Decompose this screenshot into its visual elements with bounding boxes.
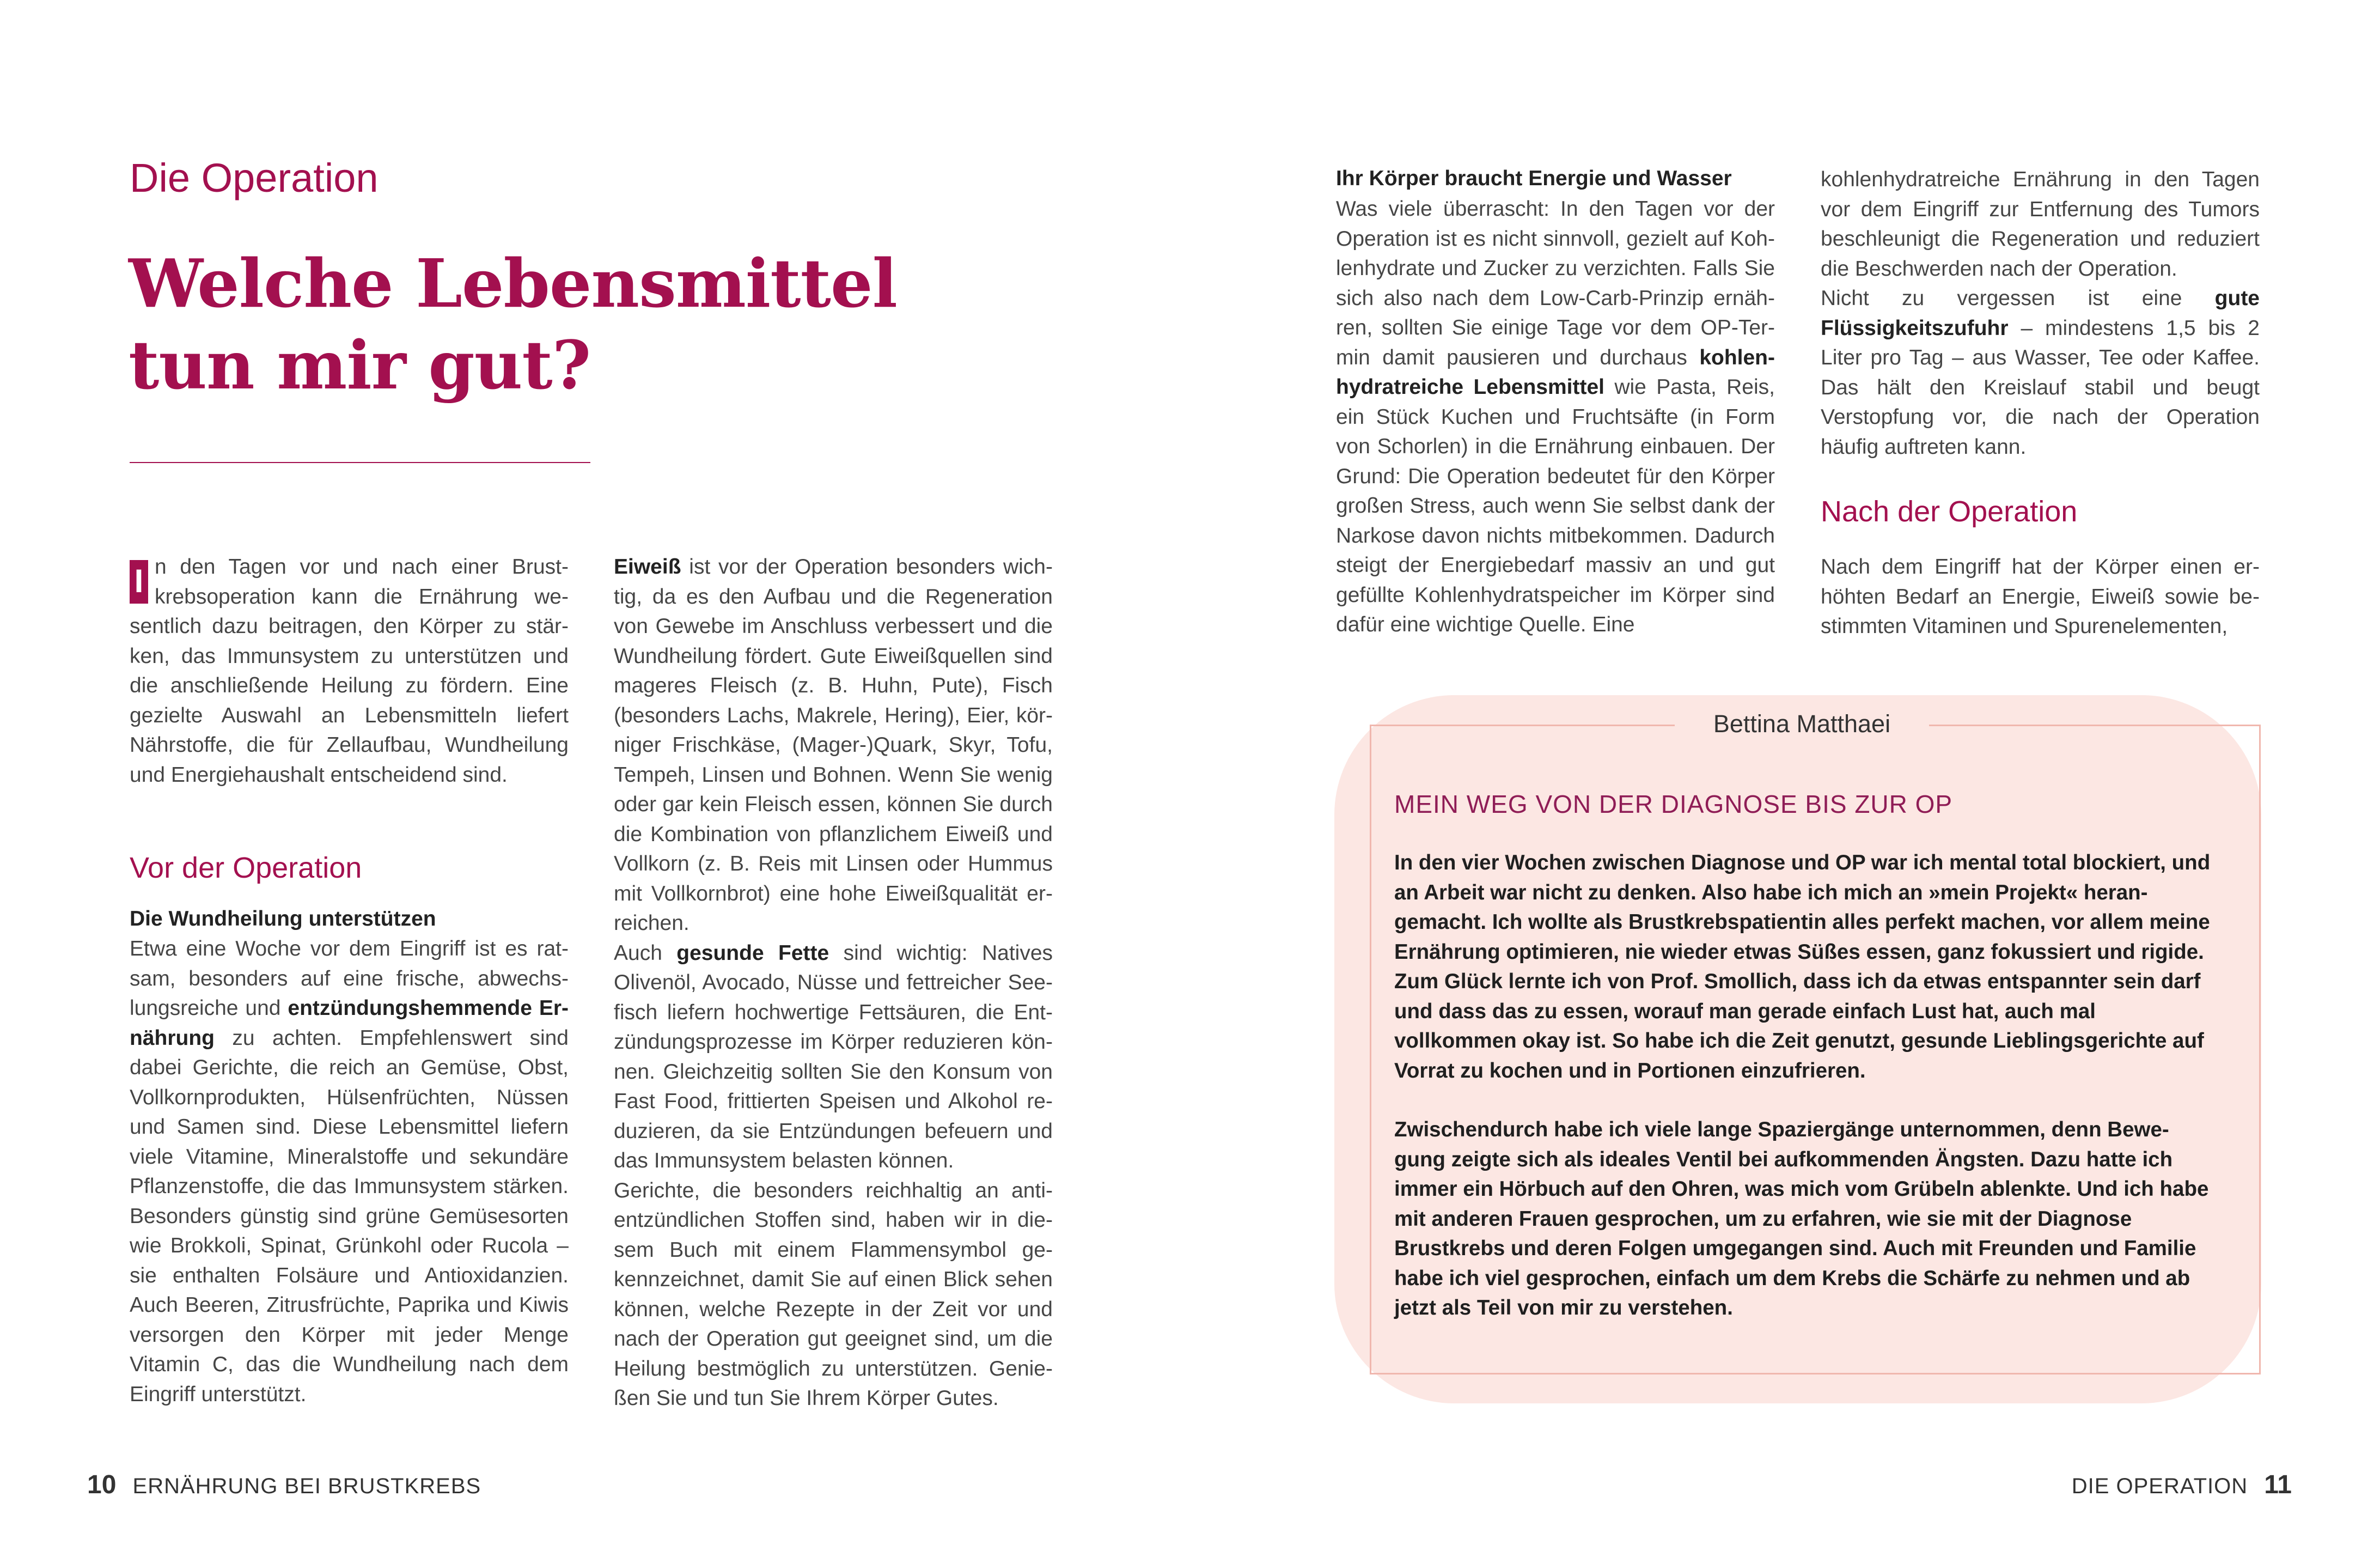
testimonial-title: MEIN WEG VON DER DIAGNOSE BIS ZUR OP (1394, 790, 1953, 818)
page-number-left: 10 (87, 1470, 117, 1499)
emphasis-kohlenhydratreich: kohlenhydratreiche Lebensmittel (1336, 345, 1775, 399)
wundheilung-paragraph: Etwa eine Woche vor dem Eingriff ist es ratsam, besonders auf eine frische, abwechslungsreiche und entzündungshemmende Ernährung zu achten. Empfehlenswert sind dabei Gerichte, die reich an Gemüse, Obst, Vollkornprodukten, Hülsenfrüchten, Nüssen und Samen sind. Diese Lebensmittel liefern viele Vitamine, Mineralstoffe und sekundäre Pflanzenstoffe, die das Immunsystem stärken. Besonders günstig sind grüne Gemüsesorten wie Brokkoli, Spinat, Grünkohl oder Rucola – sie enthalten Folsäure und Antioxidanzien. Auch Beeren, Zitrusfrüchte, Paprika und Kiwis versorgen den Körper mit jeder Menge Vitamin C, das die Wundheilung nach dem Eingriff unterstützt. (130, 937, 569, 1406)
emphasis-fluessigkeitszufuhr: gute Flüssigkeitszufuhr (1821, 287, 2260, 340)
gerichte-paragraph: Gerichte, die besonders reichhaltig an antientzündlichen Stoffen sind, haben wir in diesem Buch mit einem Flammensymbol gekennzeichnet, damit Sie auf einen Blick sehen können, welche Rezepte in der Zeit vor und nach der Operation gut geeignet sind, um die Heilung bestmöglich zu unterstützen. Genießen Sie und tun Sie Ihrem Körper Gutes. (614, 1178, 1053, 1410)
heading-energie-wasser: Ihr Körper braucht Energie und Wasser (1336, 167, 1732, 190)
page-number-right: 11 (2264, 1470, 2292, 1499)
intro-text: n den Tagen vor und nach einer Brustkrebsoperation kann die Ernährung wesentlich dazu beitragen, den Körper zu stärken, das Immunsystem zu unterstützen und die anschließende Heilung zu fördern. Eine gezielte Auswahl an Lebensmitteln liefert Nährstoffe, die für Zellaufbau, Wundheilung und Energiehaushalt entscheidend sind. (130, 555, 569, 787)
running-title-left: ERNÄHRUNG BEI BRUSTKREBS (132, 1474, 481, 1498)
column-1-body (130, 934, 569, 1409)
emphasis-eiweiss: Eiweiß (614, 555, 681, 579)
section-kicker: Die Operation (130, 155, 379, 200)
drop-cap: I (130, 560, 148, 604)
headline-divider (130, 462, 590, 463)
headline-line-2: tun mir gut? (129, 326, 591, 404)
emphasis-gesunde-fette: gesunde Fette (676, 941, 829, 965)
section-title-nach-der-operation: Nach der Operation (1821, 495, 2078, 528)
energie-paragraph: Was viele überrascht: In den Tagen vor der Operation ist es nicht sinnvoll, gezielt auf Kohlenhydrate und Zucker zu verzichten. Falls Sie sich also nach dem Low-Carb-Prinzip ernähren, sollten Sie einige Tage vor dem OP-Termin damit pausieren und durchaus kohlenhydratreiche Lebensmittel wie Pasta, Reis, ein Stück Kuchen und Fruchtsäfte (in Form von Schorlen) in die Ernährung einbauen. Der Grund: Die Operation bedeutet für den Körper großen Stress, auch wenn Sie selbst dank der Narkose davon nichts mitbekommen. Dadurch steigt der Energiebedarf massiv an und gut gefüllte Kohlenhydratspeicher im Körper sind dafür eine wichtige Quelle. Eine (1336, 197, 1775, 636)
column-4 (1821, 165, 2260, 462)
fluessigkeit-paragraph: Nicht zu vergessen ist eine gute Flüssigkeitszufuhr – mindestens 1,5 bis 2 Liter pro Tag – aus Wasser, Tee oder Kaffee. Das hält den Kreislauf stabil und beugt Verstopfung vor, die nach der Operation häufig auftreten kann. (1821, 287, 2260, 459)
testimonial-frame-top-left (1370, 725, 1675, 726)
nach-op-paragraph: Nach dem Eingriff hat der Körper einen erhöhten Bedarf an Energie, Eiweiß sowie bestimmten Vitaminen und Spurenelementen, (1821, 555, 2260, 638)
testimonial-paragraph-1: In den vier Wochen zwischen Diagnose und OP war ich mental total blockiert, und an Arbeit war nicht zu denken. Also habe ich mich an »mein Projekt« herangemacht. Ich wollte als Brustkrebspatientin alles perfekt machen, vor allem meine Ernährung optimieren, nie wieder etwas Süßes essen, ganz fokussiert und rigide. Zum Glück lernte ich von Prof. Smollich, dass ich da etwas entspannter sein darf und dass das zu essen, worauf man gerade einfach Lust hat, auch mal vollkommen okay ist. So habe ich die Zeit genutzt, gesunde Lieblingsgerichte auf Vorrat zu kochen und in Portionen einzufrieren. (1394, 851, 2211, 1082)
footer-left (87, 1472, 481, 1498)
section-title-vor-der-operation: Vor der Operation (130, 852, 362, 884)
emphasis-entzuendungshemmend: entzündungshemmende Ernährung (130, 996, 569, 1050)
testimonial-paragraph-2: Zwischendurch habe ich viele lange Spaziergänge unternommen, denn Bewegung zeigte sich als ideales Ventil bei aufkommenden Ängsten. Dazu hatte ich immer ein Hörbuch auf den Ohren, was mich vom Grübeln ablenkte. Und ich habe mit anderen Frauen gesprochen, um zu erfahren, wie sie mit der Diagnose Brustkrebs und deren Folgen umgegangen sind. Auch mit Freunden und Familie habe ich viel gesprochen, einfach um dem Krebs die Schärfe zu nehmen und ab jetzt als Teil von mir zu verstehen. (1394, 1118, 2209, 1319)
eiweiss-paragraph: Eiweiß ist vor der Operation besonders wichtig, da es den Aufbau und die Regeneration von Gewebe im Anschluss verbessert und die Wundheilung fördert. Gute Eiweißquellen sind mageres Fleisch (z. B. Huhn, Pute), Fisch (besonders Lachs, Makrele, Hering), Eier, körniger Frischkäse, (Mager-)Quark, Skyr, Tofu, Tempeh, Linsen und Bohnen. Wenn Sie wenig oder gar kein Fleisch essen, können Sie durch die Kombination von pflanzlichem Eiweiß und Vollkorn (z. B. Reis mit Linsen oder Hummus mit Vollkornbrot) eine hohe Eiweißqualität erreichen. (614, 555, 1053, 935)
intro-paragraph (130, 552, 569, 790)
column-1 (130, 552, 569, 790)
subsection-title-wundheilung: Die Wundheilung unterstützen (130, 907, 436, 930)
testimonial-frame-top-right (1929, 725, 2259, 726)
column-2 (614, 552, 1053, 1414)
running-title-right: DIE OPERATION (2071, 1474, 2248, 1498)
page-headline (129, 242, 945, 406)
footer-right (2072, 1472, 2292, 1498)
fette-paragraph: Auch gesunde Fette sind wichtig: Natives Olivenöl, Avocado, Nüsse und fettreicher Seefisch liefern hochwertige Fettsäuren, die Entzündungsprozesse im Körper reduzieren können. Gleichzeitig sollten Sie den Konsum von Fast Food, frittierten Speisen und Alkohol reduzieren, da sie Entzündungen befeuern und das Immunsystem belasten können. (614, 941, 1053, 1172)
testimonial-body (1394, 848, 2211, 1323)
headline-line-1: Welche Lebensmittel (129, 244, 897, 323)
testimonial-author: Bettina Matthaei (1675, 711, 1929, 736)
regeneration-paragraph: kohlenhydratreiche Ernährung in den Tagen vor dem Eingriff zur Entfernung des Tumors beschleunigt die Regeneration und reduziert die Beschwerden nach der Operation. (1821, 168, 2260, 281)
column-3 (1336, 194, 1775, 640)
column-4-lower (1821, 552, 2260, 642)
